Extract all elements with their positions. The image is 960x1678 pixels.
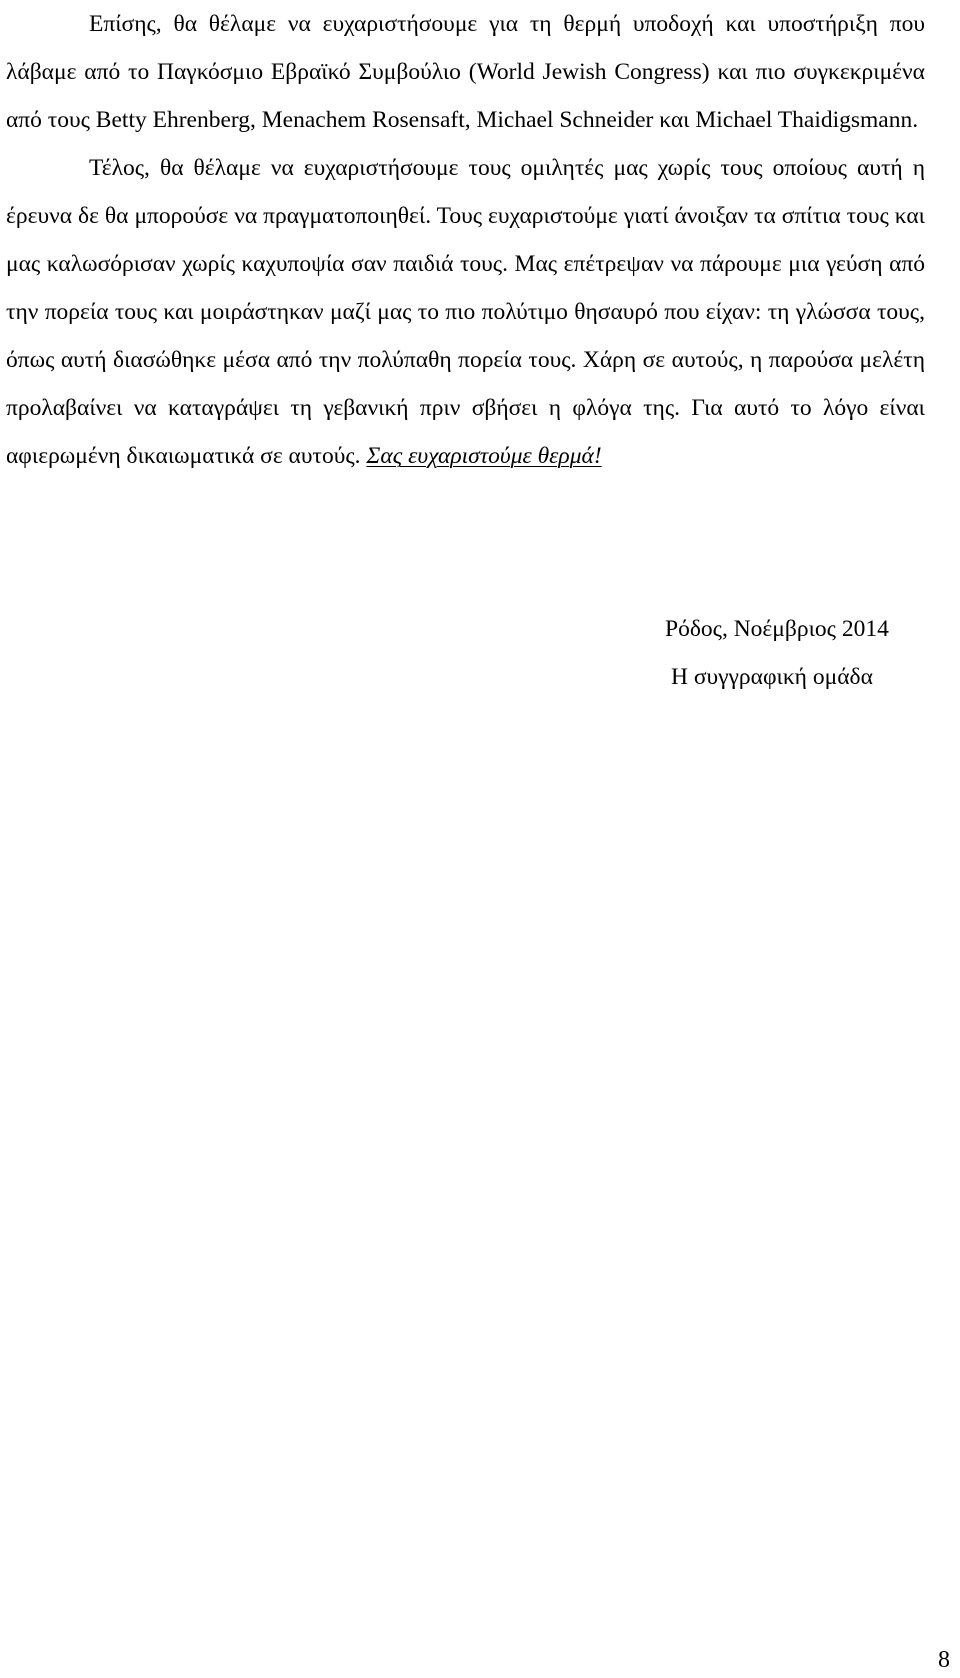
- signature-place-date: Ρόδος, Νοέμβριος 2014: [665, 616, 889, 642]
- paragraph-world-jewish-congress: [6, 0, 925, 144]
- paragraph-text: Επίσης, θα θέλαμε να ευχαριστήσουμε για τη θερμή υποδοχή και υποστήριξη που λάβαμε από το Παγκόσμιο Εβραϊκό Συμβούλιο (World Jewish Congress) και πιο συγκεκριμένα από τους Betty Ehrenberg, Menachem Rosensaft, Michael Schneider και Michael Thaidigsmann.: [6, 11, 925, 133]
- body-text: [6, 0, 925, 480]
- signature-author: Η συγγραφική ομάδα: [671, 664, 873, 690]
- paragraph-text: Τέλος, θα θέλαμε να ευχαριστήσουμε τους ομιλητές μας χωρίς τους οποίους αυτή η έρευνα δε θα μπορούσε να πραγματοποιηθεί. Τους ευχαριστούμε γιατί άνοιξαν τα σπίτια τους και μας καλωσόρισαν χωρίς καχυποψία σαν παιδιά τους. Μας επέτρεψαν να πάρουμε μια γεύση από την πορεία τους και μοιράστηκαν μαζί μας το πιο πολύτιμο θησαυρό που είχαν: τη γλώσσα τους, όπως αυτή διασώθηκε μέσα από την πολύπαθη πορεία τους. Χάρη σε αυτούς, η παρούσα μελέτη προλαβαίνει να καταγράψει τη γεβανική πριν σβήσει η φλόγα της. Για αυτό το λόγο είναι αφιερωμένη δικαιωματικά σε αυτούς.: [6, 155, 925, 469]
- paragraph-speakers-thanks: [6, 144, 925, 480]
- page-number: 8: [938, 1647, 950, 1673]
- closing-thanks: Σας ευχαριστούμε θερμά!: [366, 443, 602, 469]
